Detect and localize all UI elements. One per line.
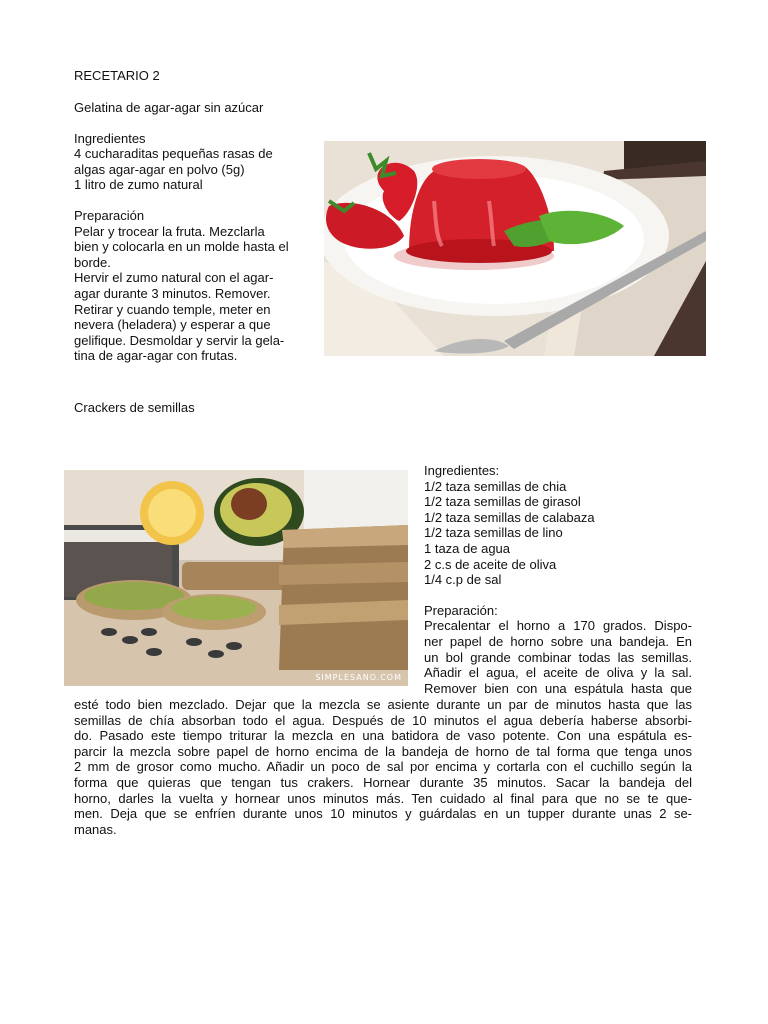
preparation-line: men. Deja que se enfríen durante unos 10 minutos y guárdalas en un tupper durante unas 2 se- xyxy=(74,806,692,822)
preparation-line: gelifique. Desmoldar y servir la gela- xyxy=(74,332,285,348)
ingredient-line: 2 c.s de aceite de oliva xyxy=(424,556,557,572)
recipe-gelatina xyxy=(74,100,314,364)
preparation-line: Hervir el zumo natural con el agar- xyxy=(74,270,274,286)
preparation-line: tina de agar-agar con frutas. xyxy=(74,348,238,364)
ingredient-line: 4 cucharaditas pequeñas rasas de xyxy=(74,146,273,162)
ingredient-line: 1/2 taza semillas de chia xyxy=(424,478,567,494)
document-title-text: RECETARIO 2 xyxy=(74,68,160,83)
ingredient-line: 1/2 taza semillas de girasol xyxy=(424,494,581,510)
ingredient-line: 1 litro de zumo natural xyxy=(74,177,203,193)
recipe-gelatina-title: Gelatina de agar-agar sin azúcar xyxy=(74,100,264,115)
ingredient-line: algas agar-agar en polvo (5g) xyxy=(74,161,245,177)
preparation-line: un bol grande combinar todas las semillas. xyxy=(424,649,692,665)
preparation-line: bien y colocarla en un molde hasta el xyxy=(74,239,289,255)
ingredient-line: 1/2 taza semillas de calabaza xyxy=(424,509,595,525)
preparation-line: esté todo bien mezclado. Dejar que la mezcla se asiente durante un par de minutos hasta que las xyxy=(74,697,692,712)
recipe-crackers-ingredients-heading: Ingredientes: xyxy=(424,463,500,478)
preparation-line: Añadir el agua, el aceite de oliva y la sal. xyxy=(424,665,692,681)
preparation-line: Pelar y trocear la fruta. Mezclarla xyxy=(74,223,265,239)
preparation-line: Precalentar el horno a 170 grados. Dispo- xyxy=(424,618,692,634)
preparation-line: nevera (heladera) y esperar a que xyxy=(74,317,271,333)
ingredient-line: 1 taza de agua xyxy=(424,540,511,556)
ingredient-line: 1/4 c.p de sal xyxy=(424,572,502,588)
preparation-line: forma que quieras que tengan tus crakers. Hornear durante 35 minutos. Sacar la bandeja del xyxy=(74,774,692,790)
preparation-line: borde. xyxy=(74,254,111,270)
recipe-crackers-preparation-wide xyxy=(74,697,692,837)
preparation-line: agar durante 3 minutos. Remover. xyxy=(74,285,271,301)
crackers-photo xyxy=(64,470,408,686)
preparation-line: horno, darles la vuelta y hornear unos minutos más. Ten cuidado al final para que no se te que- xyxy=(74,790,692,806)
preparation-line: Retirar y cuando temple, meter en xyxy=(74,301,271,317)
recipe-crackers-title-block xyxy=(74,400,195,416)
preparation-line: manas. xyxy=(74,821,117,837)
preparation-line: semillas de chía absorban todo el agua. Después de 10 minutos el agua debería haberse absorbi- xyxy=(74,712,692,728)
recipe-crackers-preparation-heading: Preparación: xyxy=(424,602,498,618)
preparation-line: 2 mm de grosor como mucho. Añadir un poco de sal por encima y cortarla con el cuchillo según la xyxy=(74,759,692,775)
ingredient-line: 1/2 taza semillas de lino xyxy=(424,525,563,541)
preparation-line: parcir la mezcla sobre papel de horno encima de la bandeja de horno de tal forma que tenga unos xyxy=(74,743,692,759)
recipe-crackers-title: Crackers de semillas xyxy=(74,400,195,415)
document-title xyxy=(74,68,160,84)
recipe-gelatina-ingredients-heading: Ingredientes xyxy=(74,130,146,146)
recipe-crackers-ingredients xyxy=(424,463,692,696)
preparation-line: ner papel de horno sobre una bandeja. En xyxy=(424,633,692,649)
photo-watermark: SIMPLESANO.COM xyxy=(315,673,402,682)
gelatina-photo xyxy=(324,141,706,356)
recipe-gelatina-preparation-heading: Preparación xyxy=(74,207,145,223)
preparation-line: do. Pasado este tiempo triturar la mezcla en una batidora de vaso potente. Con una espátula es- xyxy=(74,728,692,744)
preparation-line: Remover bien con una espátula hasta que xyxy=(424,680,692,696)
